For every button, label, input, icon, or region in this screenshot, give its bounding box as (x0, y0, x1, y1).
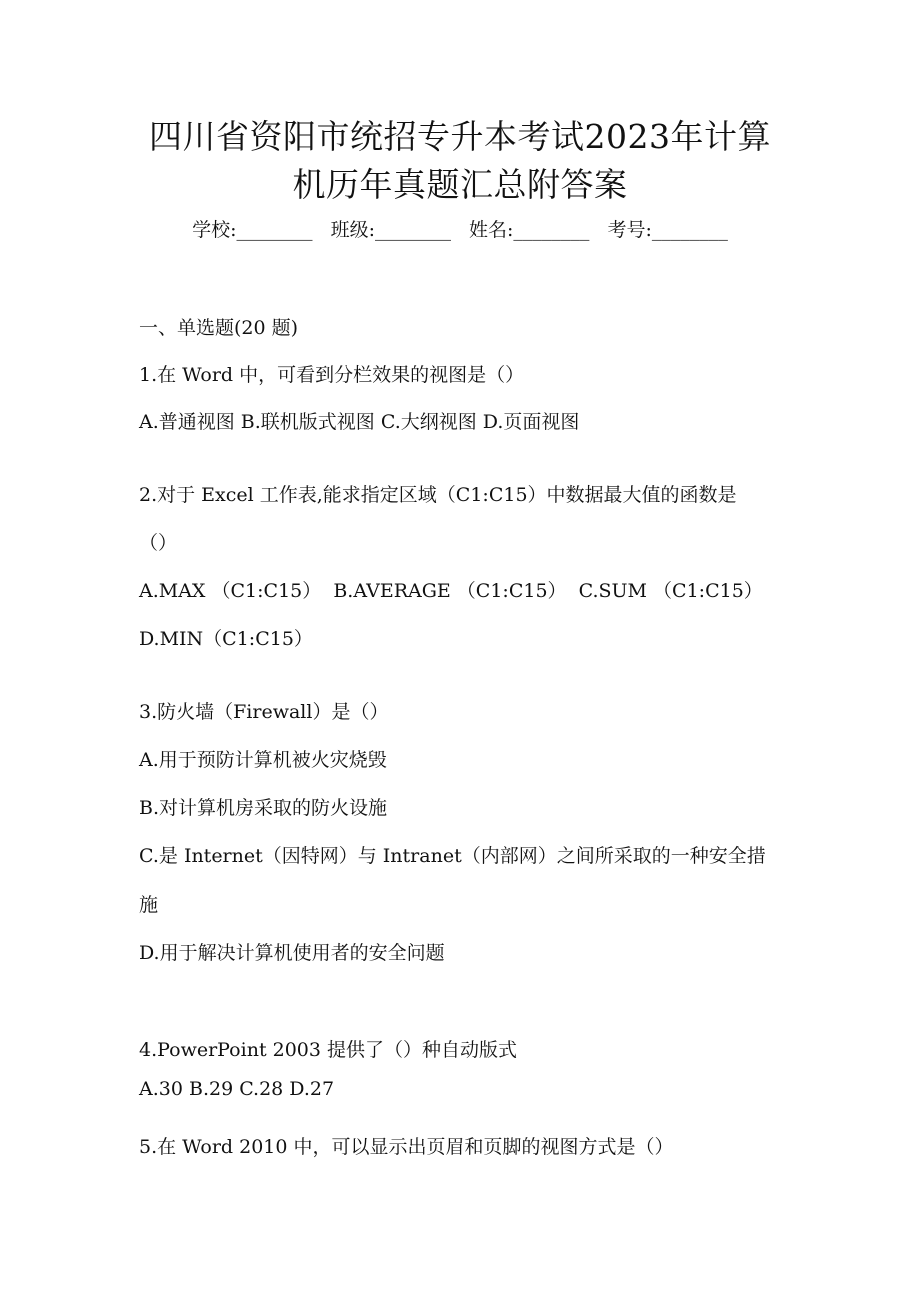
school-field: 学校:________ (192, 219, 313, 241)
question-2-stem-continued: （） (139, 532, 178, 554)
question-2-stem: 2.对于 Excel 工作表,能求指定区域（C1:C15）中数据最大值的函数是 (139, 484, 737, 506)
question-4-options: A.30 B.29 C.28 D.27 (139, 1078, 335, 1100)
exam-number-field: 考号:________ (607, 219, 728, 241)
question-2-options: A.MAX （C1:C15） B.AVERAGE （C1:C15） C.SUM （C1:C15） (139, 580, 763, 602)
question-3-option-a: A.用于预防计算机被火灾烧毁 (139, 749, 387, 771)
student-info-fields (0, 216, 920, 244)
question-3-option-b: B.对计算机房采取的防火设施 (139, 797, 388, 819)
question-3-option-c: C.是 Internet（因特网）与 Intranet（内部网）之间所采取的一种安全措 (139, 845, 766, 867)
document-title-line-2: 机历年真题汇总附答案 (292, 165, 628, 204)
document-title-line-1: 四川省资阳市统招专升本考试2023年计算 (149, 117, 771, 156)
question-1-stem: 1.在 Word 中，可看到分栏效果的视图是（） (139, 364, 525, 386)
question-5-stem: 5.在 Word 2010 中，可以显示出页眉和页脚的视图方式是（） (139, 1136, 674, 1158)
question-3-option-c-continued: 施 (139, 894, 159, 916)
question-3-option-d: D.用于解决计算机使用者的安全问题 (139, 942, 445, 964)
question-2-options-continued: D.MIN（C1:C15） (139, 628, 313, 650)
name-field: 姓名:________ (469, 219, 590, 241)
question-4-stem: 4.PowerPoint 2003 提供了（）种自动版式 (139, 1039, 518, 1061)
question-1-options: A.普通视图 B.联机版式视图 C.大纲视图 D.页面视图 (139, 411, 580, 433)
class-field: 班级:________ (330, 219, 451, 241)
section-heading: 一、单选题(20 题) (139, 317, 299, 339)
question-3-stem: 3.防火墙（Firewall）是（） (139, 701, 389, 723)
